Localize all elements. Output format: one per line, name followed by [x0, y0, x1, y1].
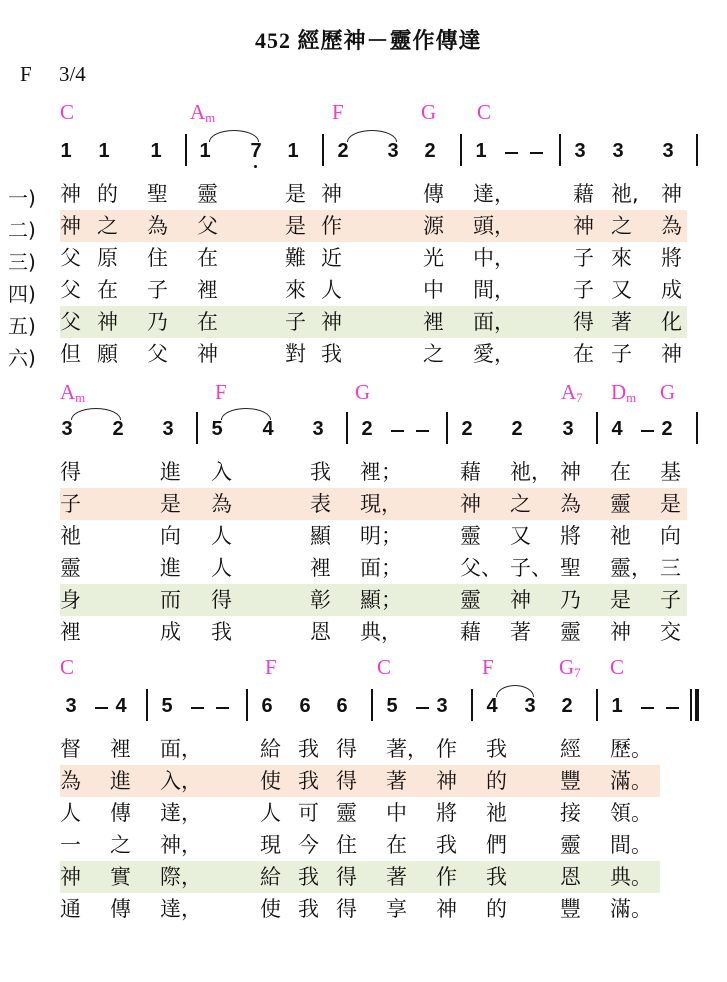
- note-digit: 1: [98, 140, 110, 162]
- lyric-syllable: 神: [661, 182, 682, 206]
- lyric-syllable: 著: [510, 620, 531, 644]
- chord-symbol: F: [265, 655, 277, 679]
- lyric-syllable: 歷。: [610, 737, 652, 761]
- lyric-syllable: 得: [573, 310, 594, 334]
- lyric-syllable: 滿。: [610, 769, 652, 793]
- lyric-syllable: 將: [560, 524, 581, 548]
- bar-line: [460, 134, 462, 166]
- note-digit: 7: [250, 140, 262, 162]
- hymn-title: 452 經歷神－靈作傳達: [255, 28, 482, 53]
- lyric-syllable: 之: [110, 833, 131, 857]
- lyric-syllable: 是: [285, 182, 306, 206]
- lyric-syllable: 進: [110, 769, 131, 793]
- low-octave-dot: [254, 165, 257, 168]
- chord-symbol: F: [482, 655, 494, 679]
- lyric-syllable: 間。: [610, 833, 652, 857]
- lyric-syllable: 得: [336, 769, 357, 793]
- chord-symbol: C: [60, 655, 75, 679]
- lyric-syllable: 現，: [360, 492, 402, 516]
- sustain-dash: [416, 707, 429, 709]
- lyric-syllable: 神: [560, 460, 581, 484]
- lyric-syllable: 在: [197, 246, 218, 270]
- lyric-syllable: 身: [60, 588, 81, 612]
- note-digit: 5: [386, 695, 398, 717]
- sustain-dash: [95, 707, 108, 709]
- lyric-syllable: 接: [560, 801, 581, 825]
- lyric-syllable: 給: [260, 865, 281, 889]
- lyric-syllable: 表: [310, 492, 331, 516]
- lyric-syllable: 可: [298, 801, 319, 825]
- lyric-syllable: 在: [197, 310, 218, 334]
- chord-symbol: F: [332, 100, 344, 124]
- lyric-syllable: 父: [60, 246, 81, 270]
- lyric-syllable: 滿。: [610, 897, 652, 921]
- note-digit: 6: [299, 695, 311, 717]
- lyric-syllable: 使: [260, 769, 281, 793]
- note-digit: 3: [524, 695, 536, 717]
- lyric-syllable: 裡: [60, 620, 81, 644]
- lyric-syllable: 達，: [473, 182, 515, 206]
- lyric-syllable: 領。: [610, 801, 652, 825]
- note-digit: 6: [261, 695, 273, 717]
- lyric-syllable: 中: [386, 801, 407, 825]
- lyric-syllable: 住: [147, 246, 168, 270]
- lyric-syllable: 靈: [460, 588, 481, 612]
- lyric-syllable: 明；: [360, 524, 402, 548]
- lyric-syllable: 際，: [160, 865, 202, 889]
- verse-number: 二): [8, 218, 36, 242]
- lyric-syllable: 子: [285, 310, 306, 334]
- lyric-syllable: 祂: [486, 801, 507, 825]
- bar-line: [559, 134, 561, 166]
- lyric-syllable: 一: [60, 833, 81, 857]
- note-digit: 3: [312, 418, 324, 440]
- lyric-syllable: 神: [60, 182, 81, 206]
- lyric-syllable: 原: [97, 246, 118, 270]
- chord-symbol: G: [660, 380, 676, 404]
- lyric-syllable: 愛，: [473, 342, 515, 366]
- bar-line: [471, 689, 473, 721]
- lyric-syllable: 三: [660, 556, 681, 580]
- lyric-syllable: 督: [60, 737, 81, 761]
- lyric-syllable: 我: [298, 769, 319, 793]
- note-digit: 2: [461, 418, 473, 440]
- lyric-syllable: 子: [660, 588, 681, 612]
- sustain-dash: [505, 152, 518, 154]
- sustain-dash: [641, 430, 654, 432]
- lyric-syllable: 又: [510, 524, 531, 548]
- lyric-syllable: 進: [160, 460, 181, 484]
- lyric-syllable: 父、: [460, 556, 502, 580]
- sustain-dash: [641, 707, 654, 709]
- lyric-syllable: 之: [611, 214, 632, 238]
- note-digit: 3: [562, 418, 574, 440]
- chord-symbol: G: [421, 100, 437, 124]
- lyric-syllable: 又: [611, 278, 632, 302]
- lyric-syllable: 中，: [473, 246, 515, 270]
- lyric-syllable: 著，: [386, 737, 428, 761]
- lyric-syllable: 我: [298, 897, 319, 921]
- note-digit: 3: [612, 140, 624, 162]
- lyric-syllable: 人: [211, 556, 232, 580]
- lyric-syllable: 我: [298, 865, 319, 889]
- lyric-syllable: 神: [436, 897, 457, 921]
- tie-slur: [496, 685, 534, 697]
- note-digit: 4: [262, 418, 274, 440]
- lyric-syllable: 現: [260, 833, 281, 857]
- lyric-syllable: 在: [573, 342, 594, 366]
- lyric-syllable: 作: [321, 214, 342, 238]
- lyric-syllable: 靈: [336, 801, 357, 825]
- lyric-syllable: 的: [486, 897, 507, 921]
- note-digit: 1: [60, 140, 72, 162]
- lyric-syllable: 著: [611, 310, 632, 334]
- lyric-syllable: 但: [60, 342, 81, 366]
- note-digit: 4: [611, 418, 623, 440]
- lyric-syllable: 得: [336, 737, 357, 761]
- lyric-syllable: 神: [60, 865, 81, 889]
- lyric-syllable: 人: [211, 524, 232, 548]
- chord-symbol: $D_m$: [611, 380, 637, 405]
- lyric-syllable: 面，: [160, 737, 202, 761]
- lyric-syllable: 靈: [460, 524, 481, 548]
- lyric-syllable: 得: [336, 897, 357, 921]
- note-digit: 2: [661, 418, 673, 440]
- lyric-syllable: 源: [423, 214, 444, 238]
- lyric-syllable: 人: [60, 801, 81, 825]
- lyric-syllable: 傳: [110, 897, 131, 921]
- final-bar-line-thick: [695, 689, 699, 721]
- lyric-syllable: 祂,: [611, 182, 639, 206]
- lyric-syllable: 得: [211, 588, 232, 612]
- lyric-syllable: 神，: [160, 833, 202, 857]
- lyric-syllable: 之: [510, 492, 531, 516]
- lyric-syllable: 靈: [610, 492, 631, 516]
- note-digit: 3: [387, 140, 399, 162]
- lyric-syllable: 入，: [160, 769, 202, 793]
- lyric-syllable: 裡: [423, 310, 444, 334]
- lyric-syllable: 是: [610, 588, 631, 612]
- lyric-syllable: 光: [423, 246, 444, 270]
- lyric-syllable: 人: [321, 278, 342, 302]
- note-digit: 1: [611, 695, 623, 717]
- lyric-syllable: 神: [610, 620, 631, 644]
- lyric-syllable: 藉: [460, 620, 481, 644]
- lyric-syllable: 彰: [310, 588, 331, 612]
- bar-line: [446, 412, 448, 444]
- lyric-syllable: 向: [660, 524, 681, 548]
- lyric-syllable: 典，: [360, 620, 402, 644]
- lyric-syllable: 典。: [610, 865, 652, 889]
- lyric-syllable: 聖: [560, 556, 581, 580]
- lyric-syllable: 我: [321, 342, 342, 366]
- bar-line: [322, 134, 324, 166]
- final-bar-line-thin: [690, 689, 692, 721]
- sustain-dash: [530, 152, 543, 154]
- lyric-syllable: 祂: [610, 524, 631, 548]
- lyric-syllable: 使: [260, 897, 281, 921]
- lyric-syllable: 神: [60, 214, 81, 238]
- lyric-syllable: 裡: [310, 556, 331, 580]
- lyric-syllable: 成: [661, 278, 682, 302]
- lyric-syllable: 基: [660, 460, 681, 484]
- note-digit: 4: [115, 695, 127, 717]
- lyric-syllable: 面，: [473, 310, 515, 334]
- lyric-syllable: 我: [298, 737, 319, 761]
- lyric-syllable: 靈: [197, 182, 218, 206]
- lyric-syllable: 將: [436, 801, 457, 825]
- lyric-syllable: 是: [160, 492, 181, 516]
- verse-number: 五): [8, 314, 36, 338]
- lyric-syllable: 人: [260, 801, 281, 825]
- chord-symbol: F: [215, 380, 227, 404]
- bar-line: [196, 412, 198, 444]
- lyric-syllable: 達，: [160, 801, 202, 825]
- lyric-syllable: 化: [661, 310, 682, 334]
- note-digit: 2: [424, 140, 436, 162]
- lyric-syllable: 我: [310, 460, 331, 484]
- bar-line: [596, 689, 598, 721]
- lyric-syllable: 靈: [560, 833, 581, 857]
- lyric-syllable: 向: [160, 524, 181, 548]
- lyric-syllable: 是: [285, 214, 306, 238]
- lyric-syllable: 的: [97, 182, 118, 206]
- lyric-syllable: 進: [160, 556, 181, 580]
- note-digit: 3: [574, 140, 586, 162]
- chord-symbol: C: [477, 100, 492, 124]
- lyric-syllable: 乃: [560, 588, 581, 612]
- lyric-syllable: 願: [97, 342, 118, 366]
- lyric-syllable: 子: [573, 278, 594, 302]
- key-signature-line: [20, 62, 108, 87]
- verse-number: 三): [8, 250, 36, 274]
- lyric-syllable: 靈: [60, 556, 81, 580]
- lyric-syllable: 神: [436, 769, 457, 793]
- lyric-syllable: 們: [486, 833, 507, 857]
- note-digit: 5: [211, 418, 223, 440]
- lyric-syllable: 裡: [197, 278, 218, 302]
- lyric-syllable: 傳: [110, 801, 131, 825]
- note-digit: 3: [436, 695, 448, 717]
- lyric-syllable: 今: [298, 833, 319, 857]
- lyric-syllable: 通: [60, 897, 81, 921]
- lyric-syllable: 神: [97, 310, 118, 334]
- lyric-syllable: 在: [610, 460, 631, 484]
- bar-line: [246, 689, 248, 721]
- note-digit: 2: [361, 418, 373, 440]
- time-signature: 3/4: [58, 62, 86, 86]
- bar-line: [185, 134, 187, 166]
- lyric-syllable: 恩: [310, 620, 331, 644]
- note-digit: 3: [662, 140, 674, 162]
- lyric-syllable: 作: [436, 737, 457, 761]
- bar-line: [596, 412, 598, 444]
- lyric-syllable: 為: [60, 769, 81, 793]
- chord-symbol: $G_7$: [559, 655, 581, 680]
- lyric-syllable: 恩: [560, 865, 581, 889]
- bar-line: [146, 689, 148, 721]
- lyric-syllable: 在: [386, 833, 407, 857]
- lyric-syllable: 神: [573, 214, 594, 238]
- lyric-syllable: 在: [97, 278, 118, 302]
- lyric-syllable: 享: [386, 897, 407, 921]
- lyric-syllable: 近: [321, 246, 342, 270]
- chord-symbol: $A_m$: [60, 380, 86, 405]
- lyric-syllable: 交: [660, 620, 681, 644]
- lyric-syllable: 達，: [160, 897, 202, 921]
- lyric-syllable: 為: [560, 492, 581, 516]
- sustain-dash: [666, 707, 679, 709]
- lyric-syllable: 裡；: [360, 460, 402, 484]
- lyric-syllable: 傳: [423, 182, 444, 206]
- chord-symbol: $A_7$: [561, 380, 583, 405]
- bar-line: [371, 689, 373, 721]
- lyric-syllable: 經: [560, 737, 581, 761]
- verse-number: 一): [8, 186, 36, 210]
- chord-symbol: $A_m$: [190, 100, 216, 125]
- note-digit: 2: [337, 140, 349, 162]
- lyric-syllable: 我: [436, 833, 457, 857]
- lyric-syllable: 父: [60, 310, 81, 334]
- sustain-dash: [216, 707, 229, 709]
- lyric-syllable: 得: [336, 865, 357, 889]
- lyric-syllable: 我: [211, 620, 232, 644]
- lyric-syllable: 來: [285, 278, 306, 302]
- lyric-syllable: 為: [211, 492, 232, 516]
- note-digit: 3: [162, 418, 174, 440]
- note-digit: 1: [150, 140, 162, 162]
- lyric-syllable: 子: [611, 342, 632, 366]
- note-digit: 2: [511, 418, 523, 440]
- lyric-syllable: 對: [285, 342, 306, 366]
- bar-line: [696, 134, 698, 166]
- lyric-syllable: 子: [573, 246, 594, 270]
- lyric-syllable: 子: [60, 492, 81, 516]
- lyric-syllable: 祂: [60, 524, 81, 548]
- lyric-syllable: 之: [97, 214, 118, 238]
- sustain-dash: [391, 430, 404, 432]
- lyric-syllable: 神: [321, 310, 342, 334]
- lyric-syllable: 難: [285, 246, 306, 270]
- lyric-syllable: 神: [197, 342, 218, 366]
- verse-number: 四): [8, 282, 36, 306]
- lyric-syllable: 神: [661, 342, 682, 366]
- lyric-syllable: 豐: [560, 897, 581, 921]
- chord-symbol: C: [377, 655, 392, 679]
- note-digit: 1: [287, 140, 299, 162]
- lyric-syllable: 頭，: [473, 214, 515, 238]
- note-digit: 5: [161, 695, 173, 717]
- chord-symbol: C: [60, 100, 75, 124]
- lyric-syllable: 著: [386, 865, 407, 889]
- lyric-syllable: 聖: [147, 182, 168, 206]
- sustain-dash: [416, 430, 429, 432]
- lyric-syllable: 豐: [560, 769, 581, 793]
- lyric-syllable: 子: [147, 278, 168, 302]
- note-digit: 1: [199, 140, 211, 162]
- lyric-syllable: 入: [211, 460, 232, 484]
- lyric-syllable: 成: [160, 620, 181, 644]
- lyric-syllable: 神: [510, 588, 531, 612]
- lyric-syllable: 著: [386, 769, 407, 793]
- lyric-syllable: 靈: [560, 620, 581, 644]
- note-digit: 1: [475, 140, 487, 162]
- lyric-syllable: 父: [60, 278, 81, 302]
- note-digit: 2: [112, 418, 124, 440]
- note-digit: 6: [336, 695, 348, 717]
- tie-slur: [221, 408, 271, 420]
- note-digit: 3: [65, 695, 77, 717]
- lyric-syllable: 我: [486, 865, 507, 889]
- bar-line: [696, 412, 698, 444]
- lyric-syllable: 藉: [460, 460, 481, 484]
- tie-slur: [347, 130, 397, 142]
- lyric-syllable: 而: [160, 588, 181, 612]
- lyric-syllable: 得: [60, 460, 81, 484]
- lyric-syllable: 父: [197, 214, 218, 238]
- lyric-syllable: 靈，: [610, 556, 652, 580]
- lyric-syllable: 藉: [573, 182, 594, 206]
- lyric-syllable: 為: [147, 214, 168, 238]
- lyric-syllable: 的: [486, 769, 507, 793]
- lyric-syllable: 作: [436, 865, 457, 889]
- lyric-syllable: 間，: [473, 278, 515, 302]
- lyric-syllable: 之: [423, 342, 444, 366]
- tie-slur: [209, 130, 259, 142]
- lyric-syllable: 父: [147, 342, 168, 366]
- lyric-syllable: 乃: [147, 310, 168, 334]
- lyric-syllable: 住: [336, 833, 357, 857]
- chord-symbol: C: [610, 655, 625, 679]
- lyric-syllable: 是: [660, 492, 681, 516]
- lyric-syllable: 面；: [360, 556, 402, 580]
- lyric-syllable: 裡: [110, 737, 131, 761]
- lyric-syllable: 中: [423, 278, 444, 302]
- lyric-syllable: 來: [611, 246, 632, 270]
- lyric-syllable: 祂，: [510, 460, 552, 484]
- verse-number: 六): [8, 346, 36, 370]
- lyric-syllable: 將: [661, 246, 682, 270]
- lyric-syllable: 子、: [510, 556, 552, 580]
- key-signature: F: [20, 62, 32, 86]
- lyric-syllable: 神: [321, 182, 342, 206]
- lyric-syllable: 顯；: [360, 588, 402, 612]
- sustain-dash: [191, 707, 204, 709]
- tie-slur: [71, 408, 121, 420]
- lyric-syllable: 我: [486, 737, 507, 761]
- lyric-syllable: 為: [661, 214, 682, 238]
- lyric-syllable: 顯: [310, 524, 331, 548]
- bar-line: [346, 412, 348, 444]
- note-digit: 2: [561, 695, 573, 717]
- lyric-syllable: 神: [460, 492, 481, 516]
- note-digit: 3: [61, 418, 73, 440]
- note-digit: 4: [486, 695, 498, 717]
- chord-symbol: G: [355, 380, 371, 404]
- lyric-syllable: 實: [110, 865, 131, 889]
- lyric-syllable: 給: [260, 737, 281, 761]
